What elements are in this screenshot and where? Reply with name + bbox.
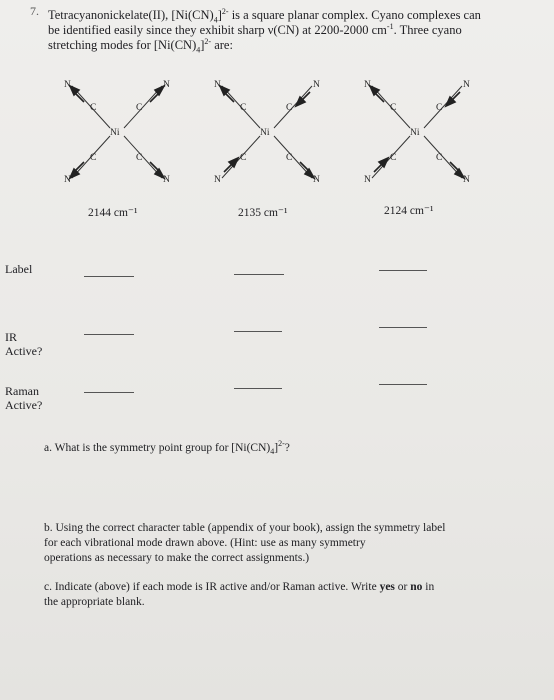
row-label-label: Label [5, 262, 33, 276]
intro-sup: 2- [204, 37, 212, 46]
atom-c: C [390, 103, 397, 113]
row-label-raman: Raman [5, 384, 39, 398]
molecule-mode-1 [62, 78, 172, 186]
question-text: in [422, 581, 435, 593]
label-blank-mode-2[interactable] [234, 274, 284, 275]
intro-text: stretching modes for [Ni(CN) [48, 38, 197, 53]
intro-text: . Three cyano [393, 23, 462, 38]
ir-blank-mode-2[interactable] [234, 331, 282, 332]
atom-c: C [136, 103, 143, 113]
question-b-line-3: operations as necessary to make the correct assignments.) [44, 552, 310, 564]
intro-text: ] [200, 38, 205, 53]
question-text: ] [274, 441, 279, 454]
question-text: a. What is the symmetry point group for [Ni(CN) [44, 441, 271, 454]
row-label-ir-active: Active? [5, 344, 43, 358]
question-b-line-1: b. Using the correct character table (appendix of your book), assign the symmetry label [44, 522, 446, 534]
intro-line-3 [48, 34, 233, 58]
question-c-line-2: the appropriate blank. [44, 596, 145, 608]
atom-c: C [90, 103, 97, 113]
molecule-mode-3 [362, 78, 472, 186]
intro-sup: -1 [386, 22, 394, 31]
intro-text: be identified easily since they exhibit sharp ν(CN) at 2200-2000 cm [48, 23, 387, 38]
atom-ni: Ni [260, 128, 270, 138]
mode-1-frequency: 2144 cm⁻¹ [88, 207, 138, 219]
atom-n: N [64, 175, 71, 185]
atom-n: N [364, 175, 371, 185]
atom-c: C [436, 153, 443, 163]
atom-n: N [313, 175, 320, 185]
atom-n: N [214, 175, 221, 185]
molecule-mode-2 [212, 78, 322, 186]
label-blank-mode-1[interactable] [84, 276, 134, 277]
atom-c: C [286, 153, 293, 163]
question-sub: 4 [270, 447, 275, 457]
intro-sup: 2- [221, 7, 229, 16]
raman-blank-mode-2[interactable] [234, 388, 282, 389]
intro-text: Tetracyanonickelate(II), [Ni(CN) [48, 8, 214, 23]
atom-c: C [90, 153, 97, 163]
problem-number: 7. [30, 4, 39, 18]
atom-n: N [463, 175, 470, 185]
atom-n: N [463, 80, 470, 90]
question-bold: no [410, 581, 423, 593]
atom-n: N [64, 80, 71, 90]
ir-blank-mode-1[interactable] [84, 334, 134, 335]
atom-c: C [136, 153, 143, 163]
raman-blank-mode-1[interactable] [84, 392, 134, 393]
atom-ni: Ni [410, 128, 420, 138]
question-bold: yes [379, 581, 395, 593]
atom-c: C [240, 103, 247, 113]
intro-text: are: [211, 38, 233, 53]
question-text: or [394, 581, 411, 593]
intro-sub: 4 [196, 45, 201, 55]
mode-2-frequency: 2135 cm⁻¹ [238, 207, 288, 219]
row-label-ir: IR [5, 330, 17, 344]
atom-c: C [436, 103, 443, 113]
intro-text: ] [217, 8, 222, 23]
atom-c: C [286, 103, 293, 113]
question-c-line-1 [44, 580, 434, 595]
raman-blank-mode-3[interactable] [379, 384, 427, 385]
mode-3-frequency: 2124 cm⁻¹ [384, 205, 434, 217]
atom-n: N [313, 80, 320, 90]
atom-c: C [240, 153, 247, 163]
atom-c: C [390, 153, 397, 163]
row-label-raman-active: Active? [5, 398, 43, 412]
label-blank-mode-3[interactable] [379, 270, 427, 271]
atom-n: N [214, 80, 221, 90]
atom-n: N [163, 175, 170, 185]
question-a [44, 436, 290, 459]
intro-sub: 4 [213, 15, 218, 25]
atom-n: N [163, 80, 170, 90]
question-text: ? [284, 441, 290, 454]
atom-n: N [364, 80, 371, 90]
ir-blank-mode-3[interactable] [379, 327, 427, 328]
question-text: c. Indicate (above) if each mode is IR active and/or Raman active. Write [44, 581, 380, 593]
question-b-line-2: for each vibrational mode drawn above. (Hint: use as many symmetry [44, 537, 366, 549]
question-sup: 2- [278, 439, 285, 448]
atom-ni: Ni [110, 128, 120, 138]
intro-text: is a square planar complex. Cyano complexes can [228, 8, 481, 23]
